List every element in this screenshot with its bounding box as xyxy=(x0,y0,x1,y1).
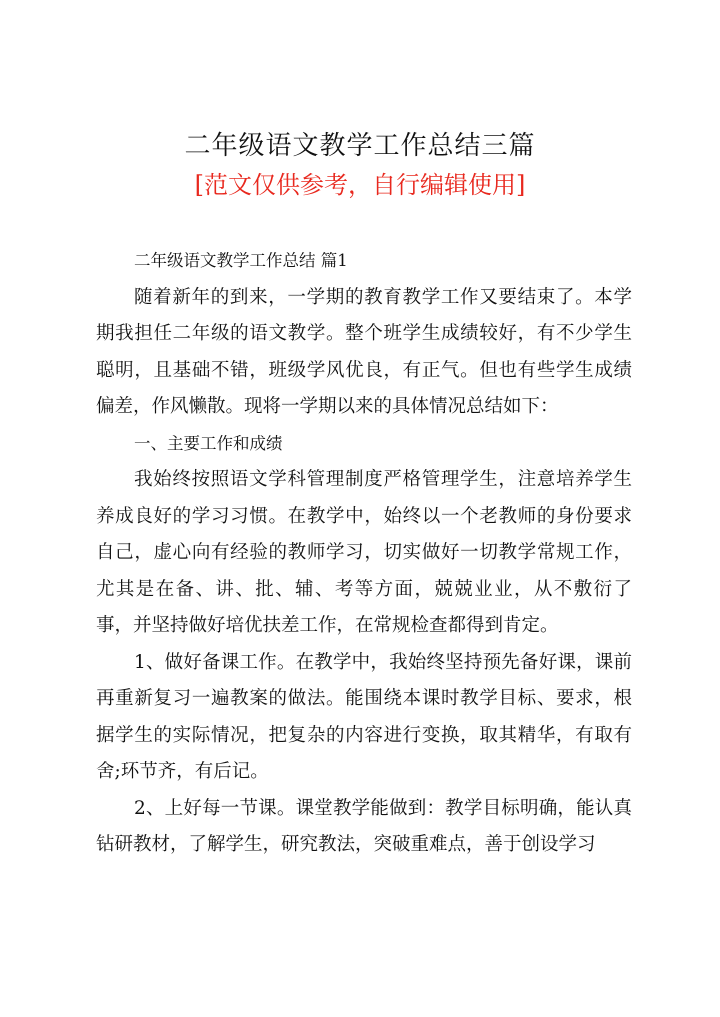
paragraph-teaching: 2、上好每一节课。课堂教学能做到：教学目标明确，能认真钻研教材，了解学生，研究教法，突破重难点，善于创设学习 xyxy=(96,797,632,855)
paragraph-management: 我始终按照语文学科管理制度严格管理学生，注意培养学生养成良好的学习习惯。在教学中，始终以一个老教师的身份要求自己，虚心向有经验的教师学习，切实做好一切教学常规工作，尤其是在备、讲、批、辅、考等方面，兢兢业业，从不敷衍了事，并坚持做好培优扶差工作，在常规检查都得到肯定。 xyxy=(96,469,632,636)
document-title: 二年级语文教学工作总结三篇 xyxy=(184,131,536,161)
paragraph-lesson-prep: 1、做好备课工作。在教学中，我始终坚持预先备好课，课前再重新复习一遍教案的做法。能围绕本课时教学目标、要求，根据学生的实际情况，把复杂的内容进行变换，取其精华，有取有舍;环节齐，有后记。 xyxy=(96,651,632,782)
paragraph-intro: 随着新年的到来，一学期的教育教学工作又要结束了。本学期我担任二年级的语文教学。整个班学生成绩较好，有不少学生聪明，且基础不错，班级学风优良，有正气。但也有些学生成绩偏差，作风懒散。现将一学期以来的具体情况总结如下： xyxy=(96,286,632,417)
section-heading: 二年级语文教学工作总结 篇1 xyxy=(134,251,348,270)
document-subtitle: [范文仅供参考，自行编辑使用] xyxy=(194,171,526,199)
subheading-main-work: 一、主要工作和成绩 xyxy=(134,433,283,453)
document-body xyxy=(96,243,632,864)
